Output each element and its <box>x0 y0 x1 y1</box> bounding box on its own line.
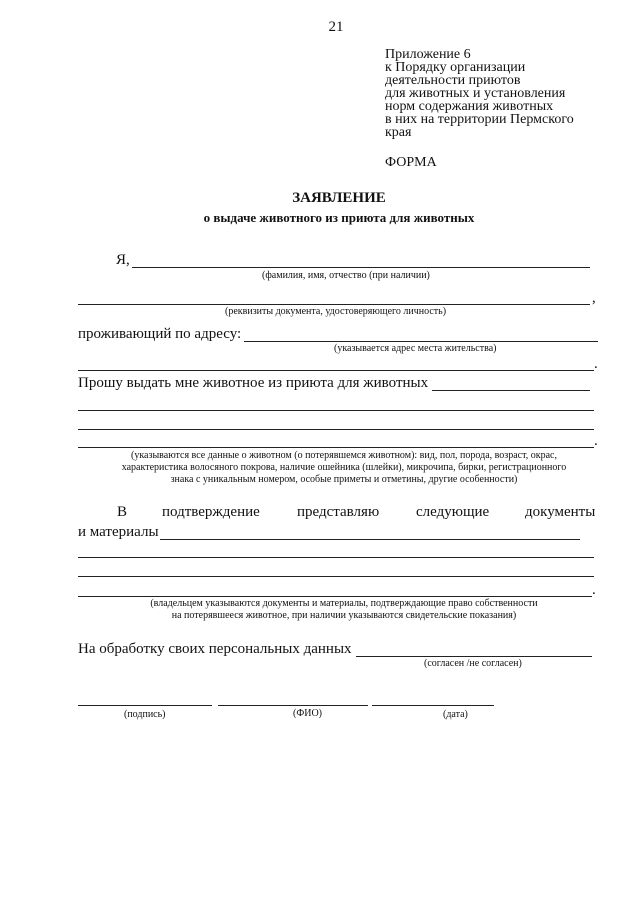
confirm-word: представляю <box>297 504 380 520</box>
appendix-line: норм содержания животных <box>385 99 554 114</box>
appendix-line: деятельности приютов <box>385 73 521 88</box>
date-note: (дата) <box>443 709 468 720</box>
animal-note-line: характеристика волосяного покрова, наличие ошейника (шлейки), микрочипа, бирки, регистрационного <box>121 462 567 473</box>
materials-line-2[interactable] <box>78 557 594 558</box>
date-line[interactable] <box>372 705 494 706</box>
address-note: (указывается адрес места жительства) <box>334 343 497 354</box>
ya-label: Я, <box>116 252 130 268</box>
confirm-word: следующие <box>416 504 490 520</box>
id-document-line[interactable] <box>78 304 590 305</box>
confirm-word: документы <box>525 504 596 520</box>
consent-note: (согласен /не согласен) <box>424 658 522 669</box>
animal-line-3[interactable] <box>78 429 594 430</box>
materials-label: и материалы <box>78 524 159 540</box>
materials-note <box>78 598 610 622</box>
materials-line-3[interactable] <box>78 576 594 577</box>
request-label: Прошу выдать мне животное из приюта для животных <box>78 375 429 391</box>
fio-signature-line[interactable] <box>218 705 368 706</box>
appendix-line: Приложение 6 <box>385 47 471 62</box>
animal-note-line: (указываются все данные о животном (о потерявшемся животном): вид, пол, порода, возраст, окрас, <box>131 450 557 461</box>
fio-line[interactable] <box>132 267 590 268</box>
form-label: ФОРМА <box>385 155 437 170</box>
animal-line-1[interactable] <box>432 390 590 391</box>
confirm-word: В <box>117 504 128 520</box>
appendix-line: к Порядку организации <box>385 60 526 75</box>
appendix-block <box>385 48 625 139</box>
comma-mark: , <box>592 290 596 306</box>
address-line-2[interactable] <box>78 370 594 371</box>
materials-line-4[interactable] <box>78 596 592 597</box>
document-subtitle: о выдаче животного из приюта для животных <box>203 210 475 225</box>
document-title: ЗАЯВЛЕНИЕ <box>292 190 386 206</box>
dot-mark: . <box>594 356 598 372</box>
animal-note <box>78 450 610 486</box>
confirm-word: подтверждение <box>162 504 260 520</box>
fio-note: (фамилия, имя, отчество (при наличии) <box>262 270 430 281</box>
address-line[interactable] <box>244 341 598 342</box>
consent-label: На обработку своих персональных данных <box>78 641 352 657</box>
appendix-line: края <box>385 125 412 140</box>
page-number: 21 <box>328 19 344 35</box>
materials-note-line: (владельцем указываются документы и материалы, подтверждающие право собственности <box>150 598 538 609</box>
animal-note-line: знака с уникальным номером, особые приметы и отметины, другие особенности) <box>170 474 518 485</box>
animal-line-2[interactable] <box>78 410 594 411</box>
appendix-line: для животных и установления <box>385 86 566 101</box>
consent-line[interactable] <box>356 656 592 657</box>
id-document-note: (реквизиты документа, удостоверяющего личность) <box>225 306 447 317</box>
appendix-line: в них на территории Пермского <box>385 112 574 127</box>
fio-signature-note: (ФИО) <box>293 708 323 719</box>
signature-note: (подпись) <box>124 709 166 720</box>
signature-line[interactable] <box>78 705 212 706</box>
address-label: проживающий по адресу: <box>78 326 242 342</box>
materials-line-1[interactable] <box>160 539 580 540</box>
dot-mark: . <box>592 582 596 598</box>
animal-line-4[interactable] <box>78 447 594 448</box>
materials-note-line: на потерявшееся животное, при наличии указываются свидетельские показания) <box>171 610 517 621</box>
dot-mark: . <box>594 433 598 449</box>
